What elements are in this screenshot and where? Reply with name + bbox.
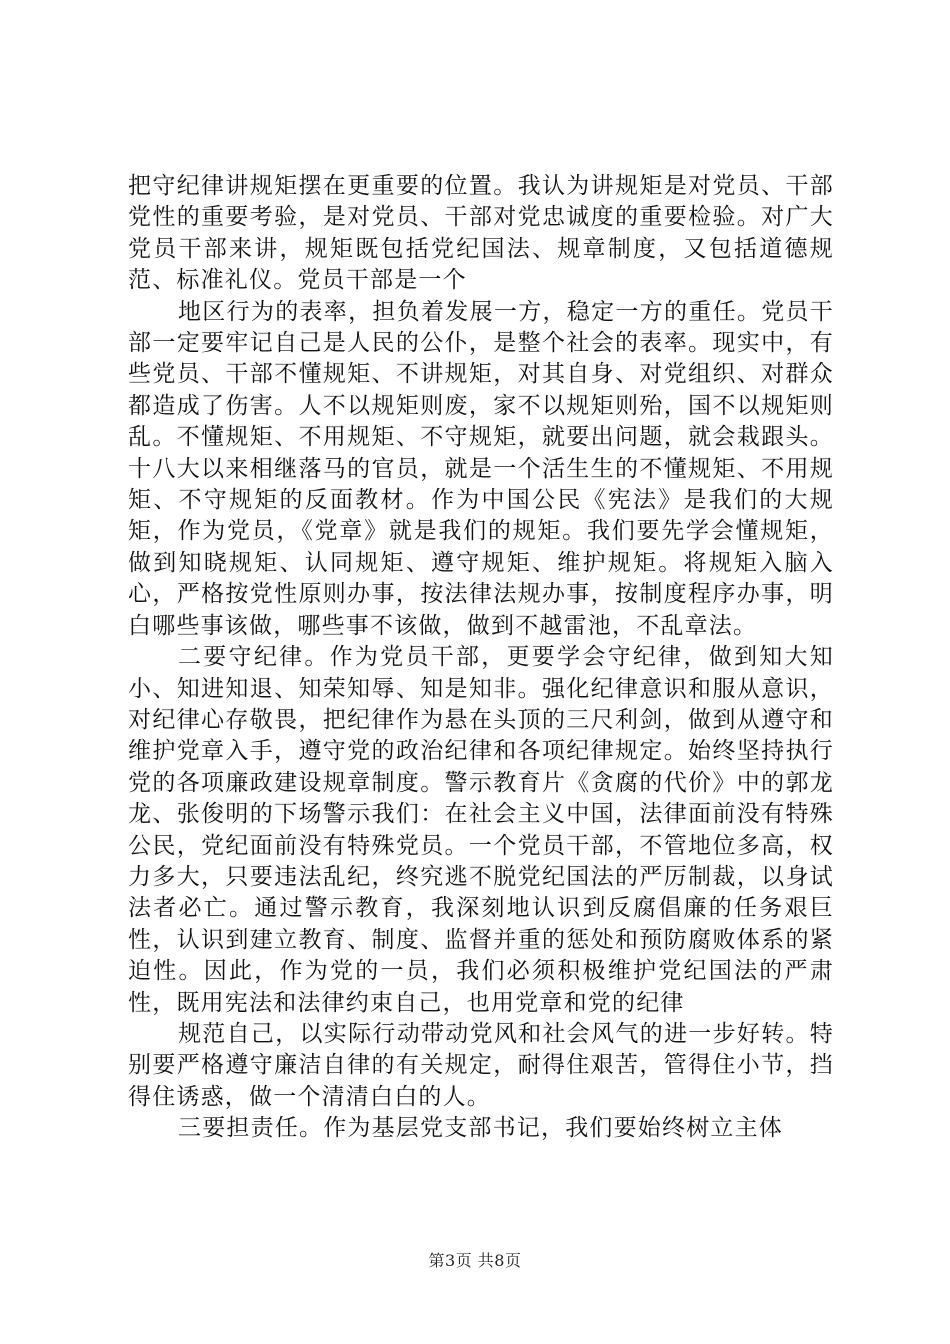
paragraph-5: 三要担责任。作为基层党支部书记，我们要始终树立主体 <box>178 1115 783 1142</box>
paragraph-1: 把守纪律讲规矩摆在更重要的位置。我认为讲规矩是对党员、干部党性的重要考验，是对党员、干部对党忠诚度的重要检验。对广大党员干部来讲，规矩既包括党纪国法、规章制度，又包括道德规范、标准礼仪。党员干部是一个 <box>128 173 834 294</box>
paragraph-2: 地区行为的表率，担负着发展一方，稳定一方的重任。党员干部一定要牢记自己是人民的公仆，是整个社会的表率。现实中，有些党员、干部不懂规矩、不讲规矩，对其自身、对党组织、对群众都造成了伤害。人不以规矩则废，家不以规矩则殆，国不以规矩则乱。不懂规矩、不用规矩、不守规矩，就要出问题，就会栽跟头。十八大以来相继落马的官员，就是一个活生生的不懂规矩、不用规矩、不守规矩的反面教材。作为中国公民《宪法》是我们的大规矩，作为党员，《党章》就是我们的规矩。我们要先学会懂规矩，做到知晓规矩、认同规矩、遵守规矩、维护规矩。将规矩入脑入心，严格按党性原则办事，按法律法规办事，按制度程序办事，明白哪些事该做，哪些事不该做，做到不越雷池，不乱章法。 <box>128 298 834 639</box>
paragraph-3: 二要守纪律。作为党员干部，更要学会守纪律，做到知大知小、知进知退、知荣知辱、知是知非。强化纪律意识和服从意识，对纪律心存敬畏，把纪律作为悬在头顶的三尺利剑，做到从遵守和维护党章入手，遵守党的政治纪律和各项纪律规定。始终坚持执行党的各项廉政建设规章制度。警示教育片《贪腐的代价》中的郭龙龙、张俊明的下场警示我们：在社会主义中国，法律面前没有特殊公民，党纪面前没有特殊党员。一个党员干部，不管地位多高，权力多大，只要违法乱纪，终究逃不脱党纪国法的严厉制裁，以身试法者必亡。通过警示教育，我深刻地认识到反腐倡廉的任务艰巨性，认识到建立教育、制度、监督并重的惩处和预防腐败体系的紧迫性。因此，作为党的一员，我们必须积极维护党纪国法的严肃性，既用宪法和法律约束自己，也用党章和党的纪律 <box>128 644 834 1016</box>
page-number-footer: 第3页 共8页 <box>428 1251 522 1270</box>
paragraph-4: 规范自己，以实际行动带动党风和社会风气的进一步好转。特别要严格遵守廉洁自律的有关规定，耐得住艰苦，管得住小节，挡得住诱惑，做一个清清白白的人。 <box>128 1020 834 1110</box>
document-body <box>128 171 834 1145</box>
